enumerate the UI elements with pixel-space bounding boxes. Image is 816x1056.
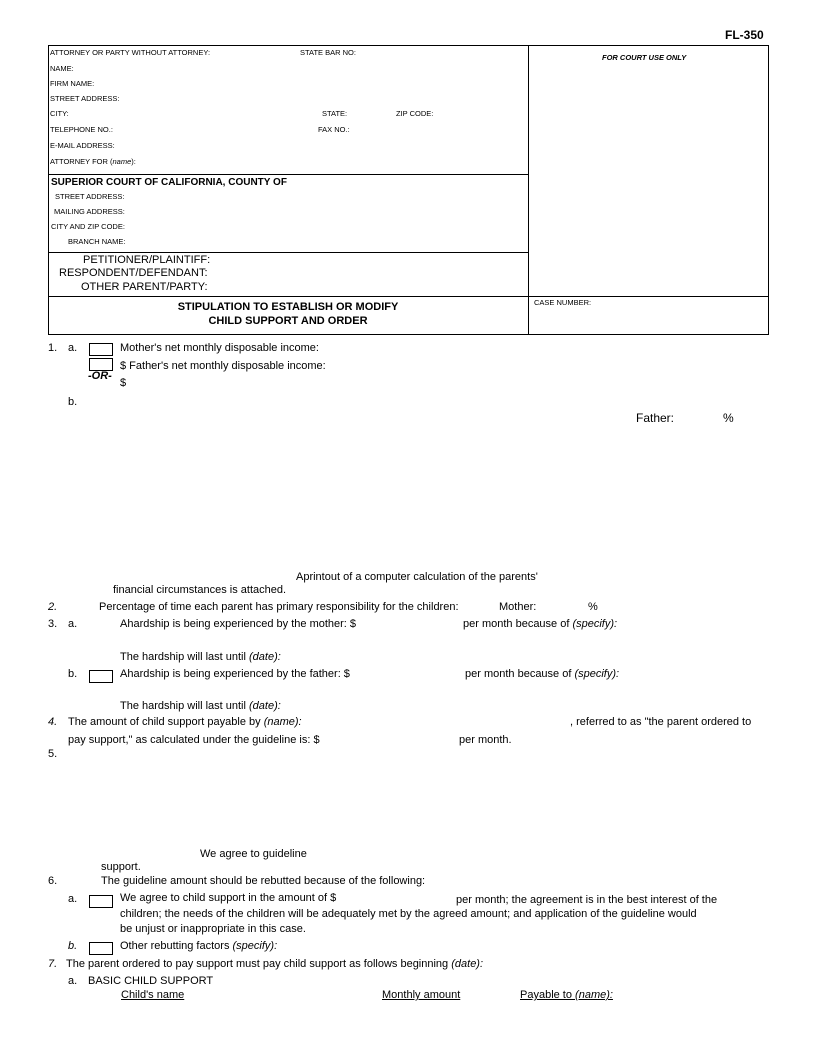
court-title: SUPERIOR COURT OF CALIFORNIA, COUNTY OF [51,177,287,188]
item7a-text: BASIC CHILD SUPPORT [88,975,214,987]
item1a-mother-income: Mother's net monthly disposable income: [120,342,319,354]
fax-label: FAX NO.: [318,125,350,134]
item1-number: 1. [48,342,58,354]
item3a-text: Ahardship is being experienced by the mother: $ [120,618,357,630]
item5-agree: We agree to guideline [200,848,307,860]
caption-top-border [48,45,769,46]
col-childs-name: Child's name [121,989,185,1001]
caption-left-border [48,45,49,335]
item3b-because [465,668,619,680]
document-title-line2: CHILD SUPPORT AND ORDER [208,315,368,327]
item3a-because [463,618,617,630]
printout-line1: Aprintout of a computer calculation of the parents' [296,571,538,583]
item3b-per-month: per month because of [465,668,572,680]
attorney-section-divider [48,174,528,175]
item7a-letter: a. [68,975,78,987]
item2-percent: % [588,601,598,613]
court-street-label: STREET ADDRESS: [55,192,125,201]
item3a-specify: (specify): [572,618,618,630]
item5-support: support. [101,861,141,873]
attorney-label: ATTORNEY OR PARTY WITHOUT ATTORNEY: [50,48,211,57]
firm-name-label: FIRM NAME: [50,79,95,88]
item3a-hardship-until [120,651,281,663]
item3b-hardship-text: The hardship will last until [120,700,246,712]
item6b-specify: (specify): [232,940,278,952]
item6a-checkbox[interactable] [89,895,113,908]
item6a-line2: children; the needs of the children will be adequately met by the agreed amount; and application of the guideline would [120,908,697,920]
item5-number: 5. [48,748,58,760]
state-bar-label: STATE BAR NO: [300,48,356,57]
item1b-father-label: Father: [636,411,675,425]
respondent-label: RESPONDENT/DEFENDANT: [59,267,208,279]
caption-right-border [768,45,769,335]
document-title-line1: STIPULATION TO ESTABLISH OR MODIFY [177,301,399,313]
form-number: FL-350 [725,28,764,42]
item1a-or-label: -OR- [88,370,112,382]
item6b-text [120,940,277,952]
telephone-label: TELEPHONE NO.: [50,125,113,134]
item4-text [68,716,302,728]
item7-lead: The parent ordered to pay support must pay child support as follows beginning [66,958,449,970]
item1a-dollar: $ [120,377,127,389]
attorney-for-text: ATTORNEY FOR ( [50,157,113,166]
item3a-per-month: per month because of [463,618,570,630]
item3a-hardship-text: The hardship will last until [120,651,246,663]
attorney-for-close: ): [131,157,136,166]
item6a-text: We agree to child support in the amount of $ [120,892,337,904]
item1b-percent: % [723,411,734,425]
court-use-label: FOR COURT USE ONLY [602,53,687,62]
item6b-checkbox[interactable] [89,942,113,955]
item4-referred: , referred to as "the parent ordered to [570,716,752,728]
item3b-date: (date): [249,700,281,712]
item3b-hardship-until [120,700,281,712]
item1b-letter: b. [68,396,78,408]
item4-per-month: per month. [459,734,512,746]
item1a-checkbox[interactable] [89,343,113,356]
other-parent-label: OTHER PARENT/PARTY: [81,281,208,293]
zip-code-label: ZIP CODE: [396,109,434,118]
item7-number: 7. [48,958,58,970]
item1a-father-income: $ Father's net monthly disposable income: [120,360,326,372]
item2-number: 2. [48,601,58,613]
caption-bottom-border [48,334,769,335]
printout-line2: financial circumstances is attached. [113,584,287,596]
item3a-date: (date): [249,651,281,663]
col-monthly-amount: Monthly amount [382,989,461,1001]
item2-mother-label: Mother: [499,601,537,613]
item6b-lead: Other rebutting factors [120,940,230,952]
item1a-letter: a. [68,342,78,354]
item6a-cont: per month; the agreement is in the best interest of the [456,894,718,906]
item3b-letter: b. [68,668,78,680]
caption-divider [528,45,529,335]
item4-line2: pay support," as calculated under the guideline is: $ [68,734,320,746]
item6a-line3: be unjust or inappropriate in this case. [120,923,306,935]
attorney-for-name: name [112,157,132,166]
item6b-letter: b. [68,940,78,952]
state-label: STATE: [322,109,348,118]
email-label: E-MAIL ADDRESS: [50,141,115,150]
court-section-divider [48,252,528,253]
item7-date: (date): [451,958,484,970]
street-address-label: STREET ADDRESS: [50,94,120,103]
city-label: CITY: [50,109,69,118]
name-label: NAME: [50,64,74,73]
court-mailing-label: MAILING ADDRESS: [54,207,125,216]
item4-name: (name): [263,716,302,728]
petitioner-label: PETITIONER/PLAINTIFF: [83,254,211,266]
item6-text: The guideline amount should be rebutted because of the following: [101,875,426,887]
attorney-for-label [50,157,136,166]
parties-section-divider [48,296,769,297]
col-payable-name: (name): [575,989,613,1001]
case-number-label: CASE NUMBER: [534,298,592,307]
court-city-label: CITY AND ZIP CODE: [51,222,125,231]
col-payable-to [520,989,613,1001]
court-branch-label: BRANCH NAME: [68,237,126,246]
item6a-letter: a. [68,893,78,905]
item3b-text: Ahardship is being experienced by the father: $ [120,668,350,680]
item2-text: Percentage of time each parent has primary responsibility for the children: [99,601,459,613]
item3b-specify: (specify): [574,668,620,680]
item6-number: 6. [48,875,58,887]
item4-lead: The amount of child support payable by [68,716,261,728]
item4-number: 4. [48,716,58,728]
item3-number: 3. [48,618,58,630]
item7-text [66,958,483,970]
item3b-checkbox[interactable] [89,670,113,683]
col-payable-text: Payable to [520,989,572,1001]
item3a-letter: a. [68,618,78,630]
